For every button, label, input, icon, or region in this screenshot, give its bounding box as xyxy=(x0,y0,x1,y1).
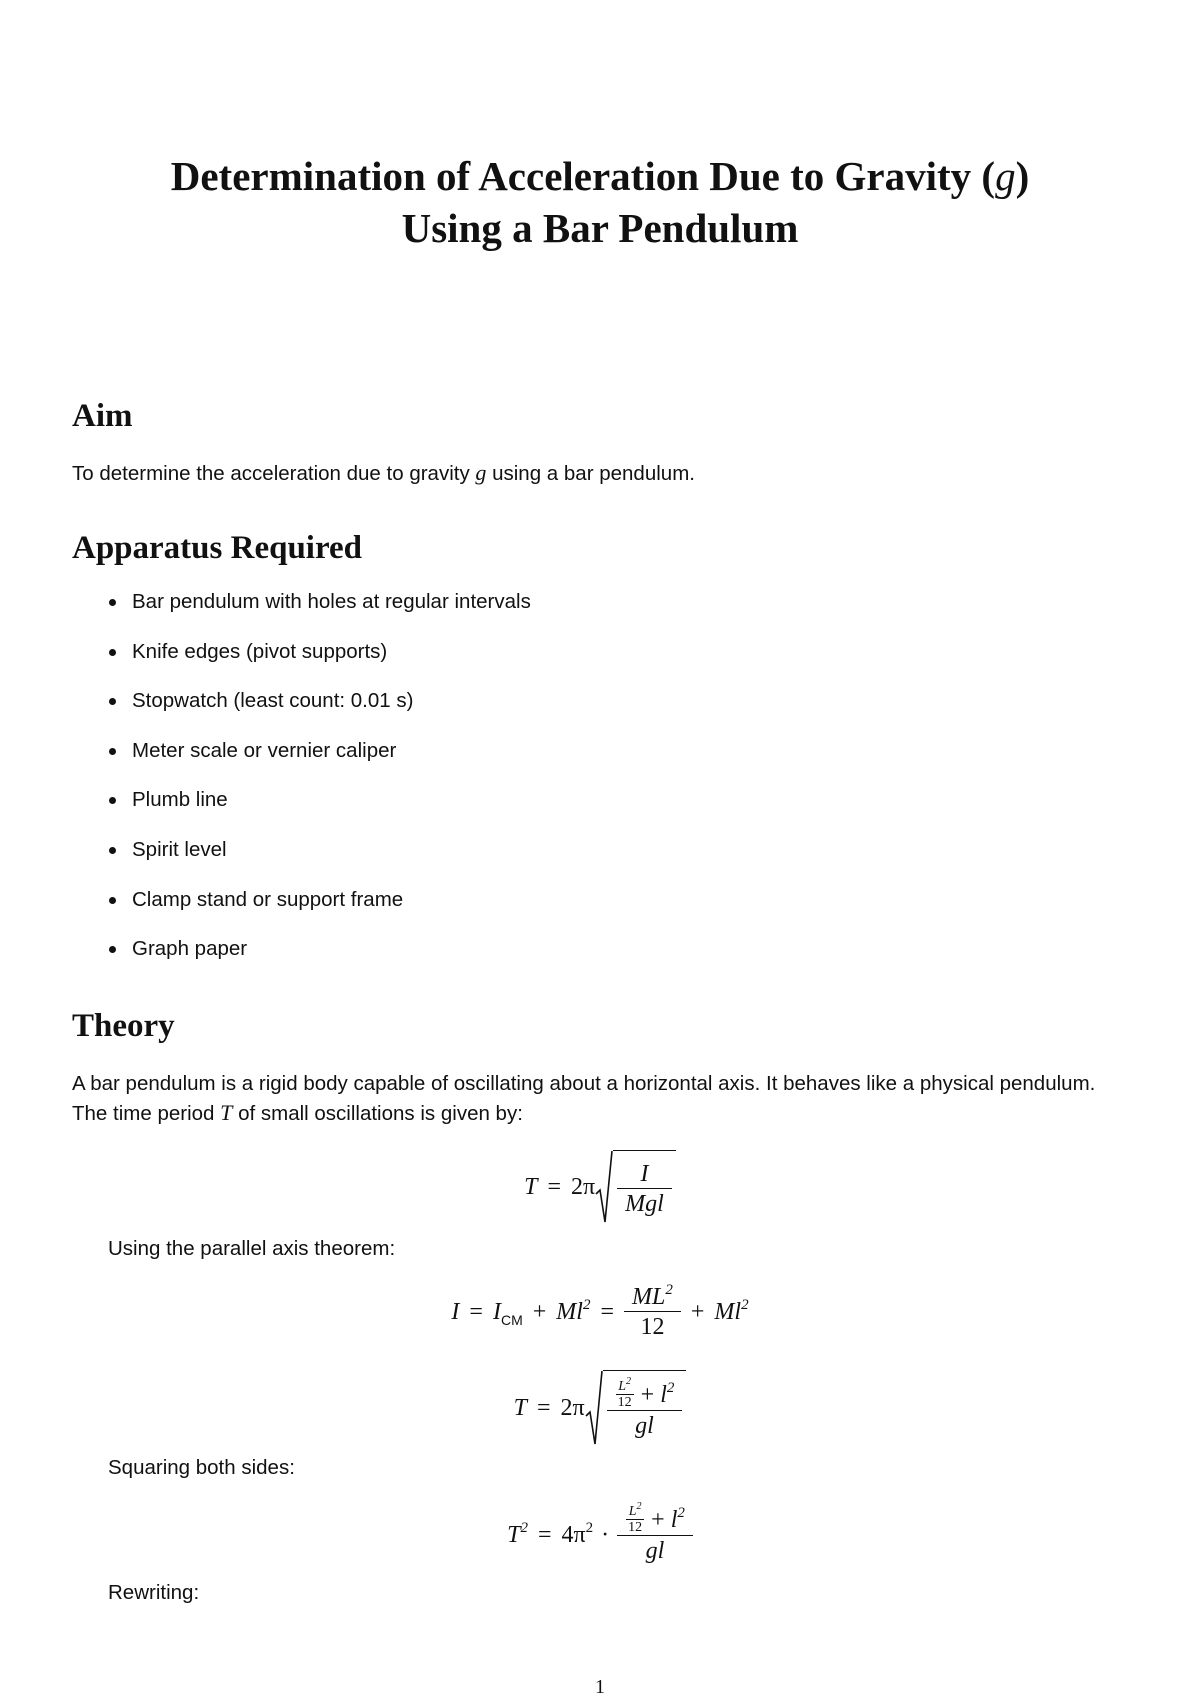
bullet-icon xyxy=(109,748,116,755)
bullet-icon xyxy=(109,599,116,606)
aim-text: To determine the acceleration due to gravity g using a bar pendulum. xyxy=(72,460,695,485)
rewriting-text: Rewriting: xyxy=(108,1581,200,1604)
title-line-1: Determination of Acceleration Due to Gravity (g) xyxy=(170,153,1030,199)
squaring-text: Squaring both sides: xyxy=(108,1456,295,1479)
theory-heading: Theory xyxy=(72,1008,175,1044)
list-item: Knife edges (pivot supports) xyxy=(106,638,531,688)
bullet-icon xyxy=(109,897,116,904)
list-item: Clamp stand or support frame xyxy=(106,886,531,936)
bullet-icon xyxy=(109,698,116,705)
apparatus-heading: Apparatus Required xyxy=(72,530,363,566)
list-item: Meter scale or vernier caliper xyxy=(106,737,531,787)
list-item: Bar pendulum with holes at regular intervals xyxy=(106,588,531,638)
bullet-icon xyxy=(109,649,116,656)
bullet-icon xyxy=(109,946,116,953)
equation-period: T = 2π $\frac{I}{\text{Mgl}}$ xyxy=(0,1150,1200,1224)
radical-icon xyxy=(595,1150,613,1224)
equation-period-squared: $T^2$ = $4\pi^2$ · $\frac{L^2}{12}$ + $l^2$ gl xyxy=(0,1505,1200,1566)
equation-parallel-axis: I = $I_{CM}$ + Ml$^2$ = $\frac{ML^2}{12}$ + Ml$^2$ xyxy=(451,1282,749,1340)
list-item: Graph paper xyxy=(106,935,531,985)
radical-icon xyxy=(585,1370,603,1446)
bullet-icon xyxy=(109,797,116,804)
list-item: Plumb line xyxy=(106,786,531,836)
aim-heading: Aim xyxy=(72,398,133,434)
title-line-2: Using a Bar Pendulum xyxy=(401,205,799,251)
list-item: Spirit level xyxy=(106,836,531,886)
sqrt-sign: $\frac{L^2}{12}$ + $l^2$ gl xyxy=(585,1370,687,1446)
bullet-icon xyxy=(109,847,116,854)
parallel-axis-text: Using the parallel axis theorem: xyxy=(108,1237,396,1260)
page-number: 1 xyxy=(595,1676,605,1698)
page-title xyxy=(0,150,1200,254)
equation-period-bar: T = 2π $\frac{L^2}{12}$ + $l^2$ gl xyxy=(0,1370,1200,1446)
list-item: Stopwatch (least count: 0.01 s) xyxy=(106,687,531,737)
theory-intro: A bar pendulum is a rigid body capable of oscillating about a horizontal axis. It behaves like a physical pendulum. The time period T of small oscillations is given by: xyxy=(72,1072,1096,1125)
sqrt-sign: $\frac{I}{\text{Mgl}}$ xyxy=(595,1150,676,1224)
apparatus-list xyxy=(106,588,531,985)
